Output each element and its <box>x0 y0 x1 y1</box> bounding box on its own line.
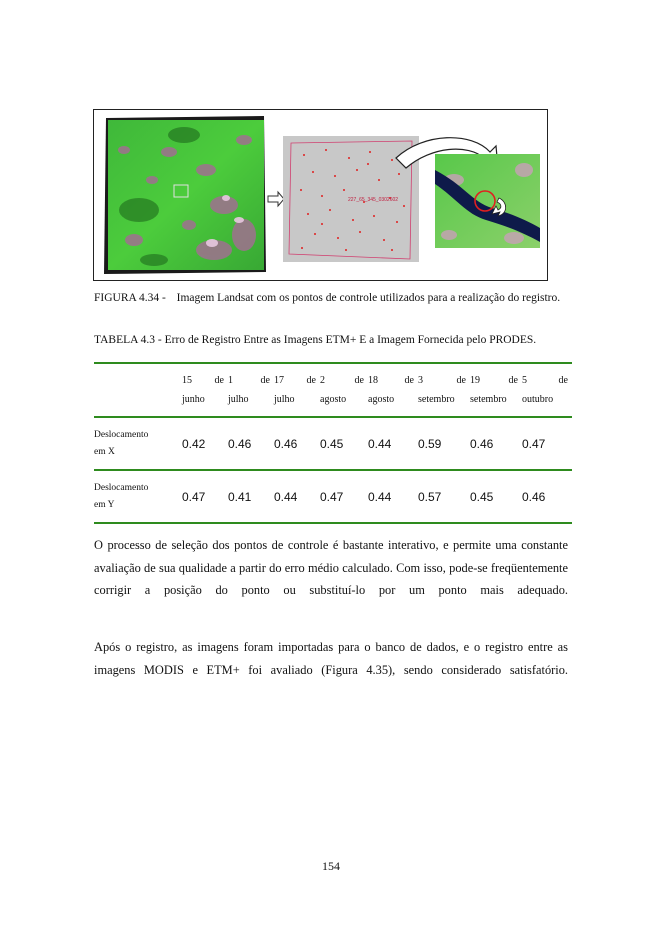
page-number: 154 <box>322 859 340 873</box>
control-points-panel <box>283 136 419 262</box>
figure-frame <box>93 109 548 281</box>
body-paragraph: Após o registro, as imagens foram importadas para o banco de dados, e o registro entre as imagens MODIS e ETM+ foi avaliado (Figura 4.35), sendo considerado satisfatório. <box>94 640 568 677</box>
table-cell: 0.45 <box>320 436 344 451</box>
row-label: Deslocamento em X <box>94 429 149 457</box>
table-cell: 0.42 <box>182 436 206 451</box>
column-header: 15 de junho <box>182 375 224 405</box>
column-header: 3 de setembro <box>418 375 466 405</box>
table-cell: 0.47 <box>522 436 546 451</box>
column-header: 2 de agosto <box>320 375 364 405</box>
column-header: 18 de agosto <box>368 375 414 405</box>
table-cell: 0.46 <box>470 436 494 451</box>
table-title-label: TABELA 4.3 - <box>94 334 162 346</box>
body-paragraph: O processo de seleção dos pontos de controle é bastante interativo, e permite uma constante avaliação de sua qualidade a partir do erro médio calculado. Com isso, pode-se freqüentemente corrigir a posição do ponto ou substituí-lo por um ponto mais adequado. <box>94 538 568 597</box>
column-header: 5 de outubro <box>522 375 568 405</box>
column-header: 17 de julho <box>274 375 316 405</box>
table-header-row <box>94 364 572 416</box>
registration-error-table <box>94 362 572 524</box>
landsat-image <box>104 116 266 274</box>
column-header: 1 de julho <box>228 375 270 405</box>
arrow-right-icon <box>268 192 284 206</box>
row-label: Deslocamento em Y <box>94 482 149 510</box>
table-cell: 0.44 <box>274 489 298 504</box>
map-label: 227_65_345_0302602 <box>348 197 399 203</box>
figure-caption-text: Imagem Landsat com os pontos de controle utilizados para a realização do registro. <box>176 292 561 304</box>
table-cell: 0.44 <box>368 489 392 504</box>
table-cell: 0.46 <box>228 436 252 451</box>
table-cell: 0.41 <box>228 489 252 504</box>
table-cell: 0.46 <box>522 489 546 504</box>
table-rule-bottom <box>94 522 572 524</box>
table-cell: 0.45 <box>470 489 494 504</box>
figure-caption <box>94 291 568 305</box>
table-cell: 0.59 <box>418 436 442 451</box>
figure-caption-label: FIGURA 4.34 - <box>94 292 166 304</box>
table-row <box>94 471 572 522</box>
table-cell: 0.44 <box>368 436 392 451</box>
table-cell: 0.47 <box>182 489 206 504</box>
table-cell: 0.46 <box>274 436 298 451</box>
figure-illustration <box>94 110 549 282</box>
table-cell: 0.57 <box>418 489 442 504</box>
zoomed-detail-image <box>435 154 540 248</box>
table-row <box>94 418 572 469</box>
table-cell: 0.47 <box>320 489 344 504</box>
column-header: 19 de setembro <box>470 375 518 405</box>
table-title <box>94 333 568 347</box>
table-title-text: Erro de Registro Entre as Imagens ETM+ E a Imagem Fornecida pelo PRODES. <box>164 334 537 346</box>
